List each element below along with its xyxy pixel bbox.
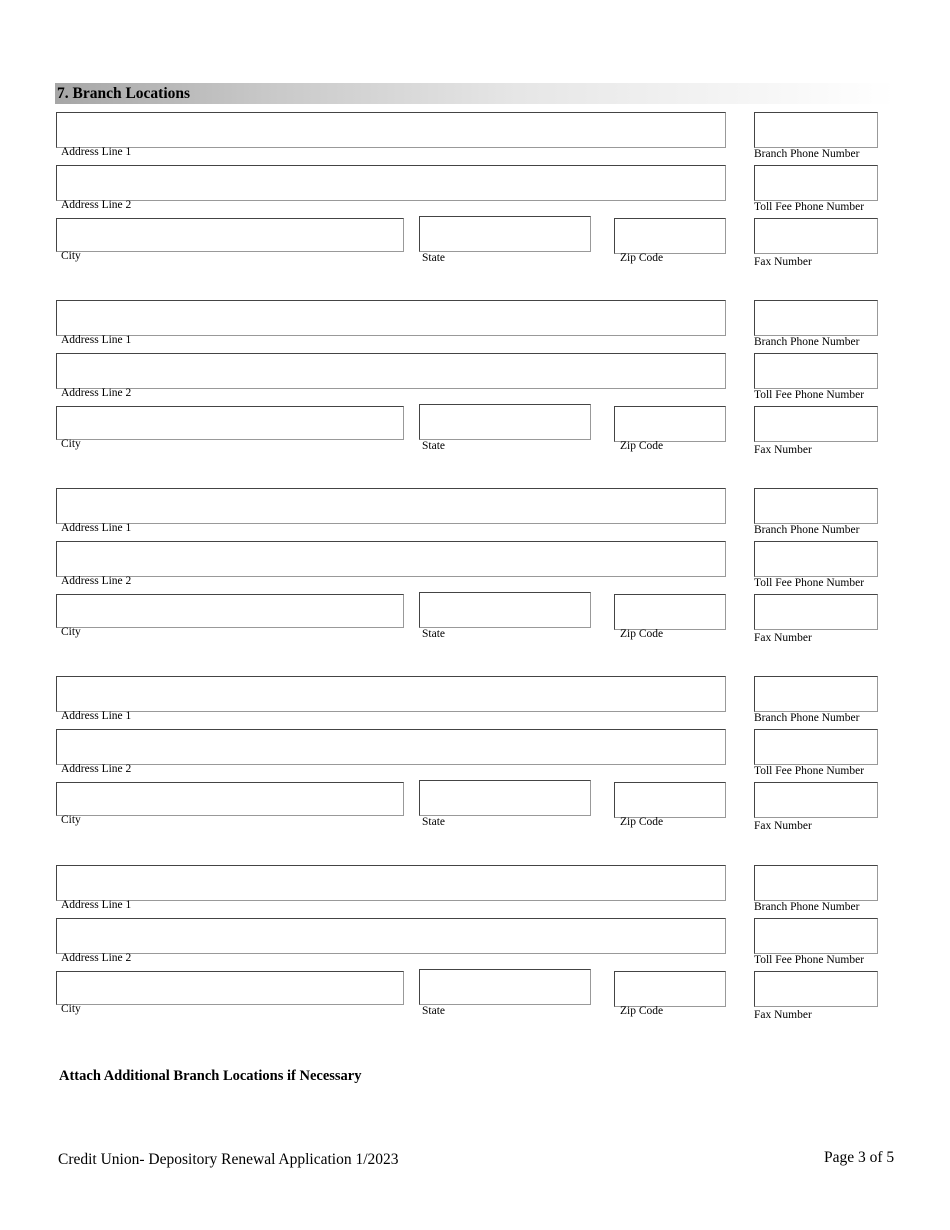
fax-number-field[interactable] (754, 782, 878, 818)
footer-page-number: Page 3 of 5 (824, 1149, 895, 1166)
attach-additional-note: Attach Additional Branch Locations if Necessary (59, 1068, 362, 1084)
branch-phone-field[interactable] (754, 488, 878, 524)
fax-number-label: Fax Number (754, 820, 812, 832)
zip-code-field[interactable] (614, 406, 726, 442)
address-line-2-field[interactable] (56, 353, 726, 389)
branch-phone-label: Branch Phone Number (754, 712, 860, 724)
address-line-2-field[interactable] (56, 541, 726, 577)
address-line-2-field[interactable] (56, 918, 726, 954)
city-label: City (61, 250, 81, 262)
address-line-1-field[interactable] (56, 300, 726, 336)
state-field[interactable] (419, 780, 591, 816)
city-label: City (61, 814, 81, 826)
address-line-1-field[interactable] (56, 112, 726, 148)
address-line-1-field[interactable] (56, 865, 726, 901)
toll-free-phone-label: Toll Fee Phone Number (754, 201, 865, 213)
state-label: State (422, 628, 445, 640)
branch-block-2 (0, 300, 950, 460)
address-line-1-label: Address Line 1 (61, 334, 132, 346)
address-line-2-label: Address Line 2 (61, 763, 132, 775)
toll-free-phone-field[interactable] (754, 353, 878, 389)
footer-document-title: Credit Union- Depository Renewal Application 1/2023 (58, 1151, 399, 1168)
branch-phone-label: Branch Phone Number (754, 524, 860, 536)
section-title: 7. Branch Locations (57, 85, 191, 102)
city-field[interactable] (56, 218, 404, 252)
branch-phone-label: Branch Phone Number (754, 336, 860, 348)
address-line-2-label: Address Line 2 (61, 199, 132, 211)
branch-block-3 (0, 488, 950, 648)
address-line-2-field[interactable] (56, 165, 726, 201)
city-field[interactable] (56, 782, 404, 816)
address-line-2-field[interactable] (56, 729, 726, 765)
zip-code-label: Zip Code (620, 628, 664, 640)
branch-phone-label: Branch Phone Number (754, 901, 860, 913)
zip-code-field[interactable] (614, 971, 726, 1007)
state-label: State (422, 1005, 445, 1017)
fax-number-label: Fax Number (754, 444, 812, 456)
branch-phone-label: Branch Phone Number (754, 148, 860, 160)
zip-code-field[interactable] (614, 218, 726, 254)
state-field[interactable] (419, 592, 591, 628)
state-label: State (422, 440, 445, 452)
branch-phone-field[interactable] (754, 300, 878, 336)
zip-code-field[interactable] (614, 782, 726, 818)
toll-free-phone-field[interactable] (754, 165, 878, 201)
city-label: City (61, 438, 81, 450)
state-label: State (422, 252, 445, 264)
section-header (55, 83, 895, 104)
toll-free-phone-label: Toll Fee Phone Number (754, 577, 865, 589)
city-field[interactable] (56, 594, 404, 628)
city-label: City (61, 626, 81, 638)
toll-free-phone-field[interactable] (754, 918, 878, 954)
fax-number-field[interactable] (754, 594, 878, 630)
toll-free-phone-label: Toll Fee Phone Number (754, 765, 865, 777)
zip-code-label: Zip Code (620, 1005, 664, 1017)
branch-block-5 (0, 865, 950, 1025)
branch-block-4 (0, 676, 950, 836)
fax-number-field[interactable] (754, 971, 878, 1007)
state-field[interactable] (419, 216, 591, 252)
fax-number-label: Fax Number (754, 256, 812, 268)
city-field[interactable] (56, 406, 404, 440)
fax-number-label: Fax Number (754, 632, 812, 644)
zip-code-field[interactable] (614, 594, 726, 630)
fax-number-field[interactable] (754, 218, 878, 254)
address-line-1-label: Address Line 1 (61, 522, 132, 534)
state-field[interactable] (419, 404, 591, 440)
city-label: City (61, 1003, 81, 1015)
toll-free-phone-field[interactable] (754, 541, 878, 577)
address-line-1-label: Address Line 1 (61, 899, 132, 911)
toll-free-phone-field[interactable] (754, 729, 878, 765)
address-line-2-label: Address Line 2 (61, 575, 132, 587)
state-label: State (422, 816, 445, 828)
address-line-1-field[interactable] (56, 488, 726, 524)
zip-code-label: Zip Code (620, 816, 664, 828)
address-line-2-label: Address Line 2 (61, 952, 132, 964)
fax-number-label: Fax Number (754, 1009, 812, 1021)
address-line-2-label: Address Line 2 (61, 387, 132, 399)
branch-block-1 (0, 112, 950, 272)
address-line-1-label: Address Line 1 (61, 146, 132, 158)
toll-free-phone-label: Toll Fee Phone Number (754, 389, 865, 401)
zip-code-label: Zip Code (620, 252, 664, 264)
state-field[interactable] (419, 969, 591, 1005)
branch-phone-field[interactable] (754, 865, 878, 901)
city-field[interactable] (56, 971, 404, 1005)
branch-phone-field[interactable] (754, 112, 878, 148)
branch-phone-field[interactable] (754, 676, 878, 712)
zip-code-label: Zip Code (620, 440, 664, 452)
toll-free-phone-label: Toll Fee Phone Number (754, 954, 865, 966)
address-line-1-label: Address Line 1 (61, 710, 132, 722)
fax-number-field[interactable] (754, 406, 878, 442)
address-line-1-field[interactable] (56, 676, 726, 712)
